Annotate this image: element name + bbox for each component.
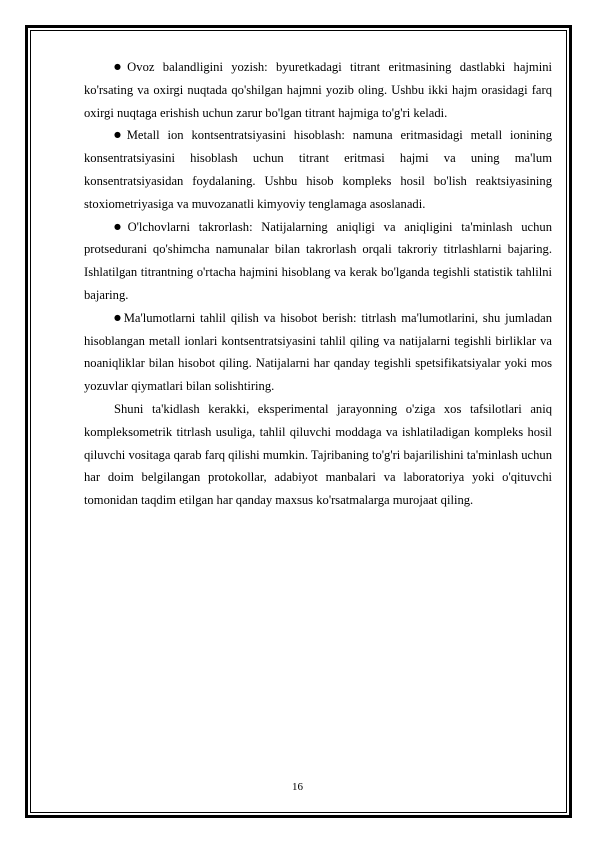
bullet-icon: ● — [114, 130, 126, 140]
page-number: 16 — [292, 781, 303, 793]
bullet-paragraph — [84, 216, 552, 307]
bullet-paragraph — [84, 307, 552, 398]
paragraph-text: Metall ion kontsentratsiyasini hisoblash: namuna eritmasidagi metall ionining konsentratsiyasini hisoblash uchun titrant eritmasi hajmi va uning ma'lum konsentratsiyasidan foydalaning. Ushbu hisob kompleks hosil bo'lish reaktsiyasining stoxiometriyasiga va muvozanatli kimyoviy tenglamaga asoslanadi. — [84, 128, 553, 211]
document-body — [84, 56, 552, 512]
paragraph-text: O'lchovlarni takrorlash: Natijalarning aniqligi va aniqligini ta'minlash uchun protsedurani qo'shimcha namunalar bilan takrorlash orqali takroriy titrlashlarni bajaring. Ishlatilgan titrantning o'rtacha hajmini hisoblang va kerak bo'lganda tegishli statistik tahlilni bajaring. — [84, 219, 552, 302]
bullet-icon: ● — [114, 221, 127, 231]
paragraph-text: Ovoz balandligini yozish: byuretkadagi titrant eritmasining dastlabki hajmini ko'rsating va oxirgi nuqtada qo'shilgan hajmni yozib oling. Ushbu ikki hajm orasidagi farq oxirgi nuqtaga erishish uchun zarur bo'lgan titrant hajmiga to'g'ri keladi. — [84, 60, 553, 120]
bullet-paragraph — [84, 124, 552, 215]
bullet-paragraph — [84, 56, 552, 124]
bullet-icon: ● — [114, 312, 123, 322]
closing-paragraph — [84, 398, 552, 512]
bullet-icon: ● — [114, 62, 127, 71]
paragraph-text: Shuni ta'kidlash kerakki, eksperimental jarayonning o'ziga xos tafsilotlari aniq kompleksometrik titrlash usuliga, tahlil qiluvchi moddaga va ishlatiladigan kompleks hosil qiluvchi vositaga qarab farq qilishi mumkin. Tajribaning to'g'ri bajarilishini ta'minlash uchun har doim belgilangan protokollar, adabiyot manbalari va laboratoriya yoki o'qituvchi tomonidan taqdim etilgan har qanday maxsus ko'rsatmalarga murojaat qiling. — [84, 401, 552, 508]
paragraph-text: Ma'lumotlarni tahlil qilish va hisobot berish: titrlash ma'lumotlarini, shu jumladan hisoblangan metall ionlari kontsentratsiyasini tahlil qiling va natijalarni tegishli birliklar va noaniqliklar bilan hisobot qiling. Natijalarni har qanday tegishli spetsifikatsiyalar yoki mos yozuvlar qiymatlari bilan solishtiring. — [84, 310, 553, 394]
